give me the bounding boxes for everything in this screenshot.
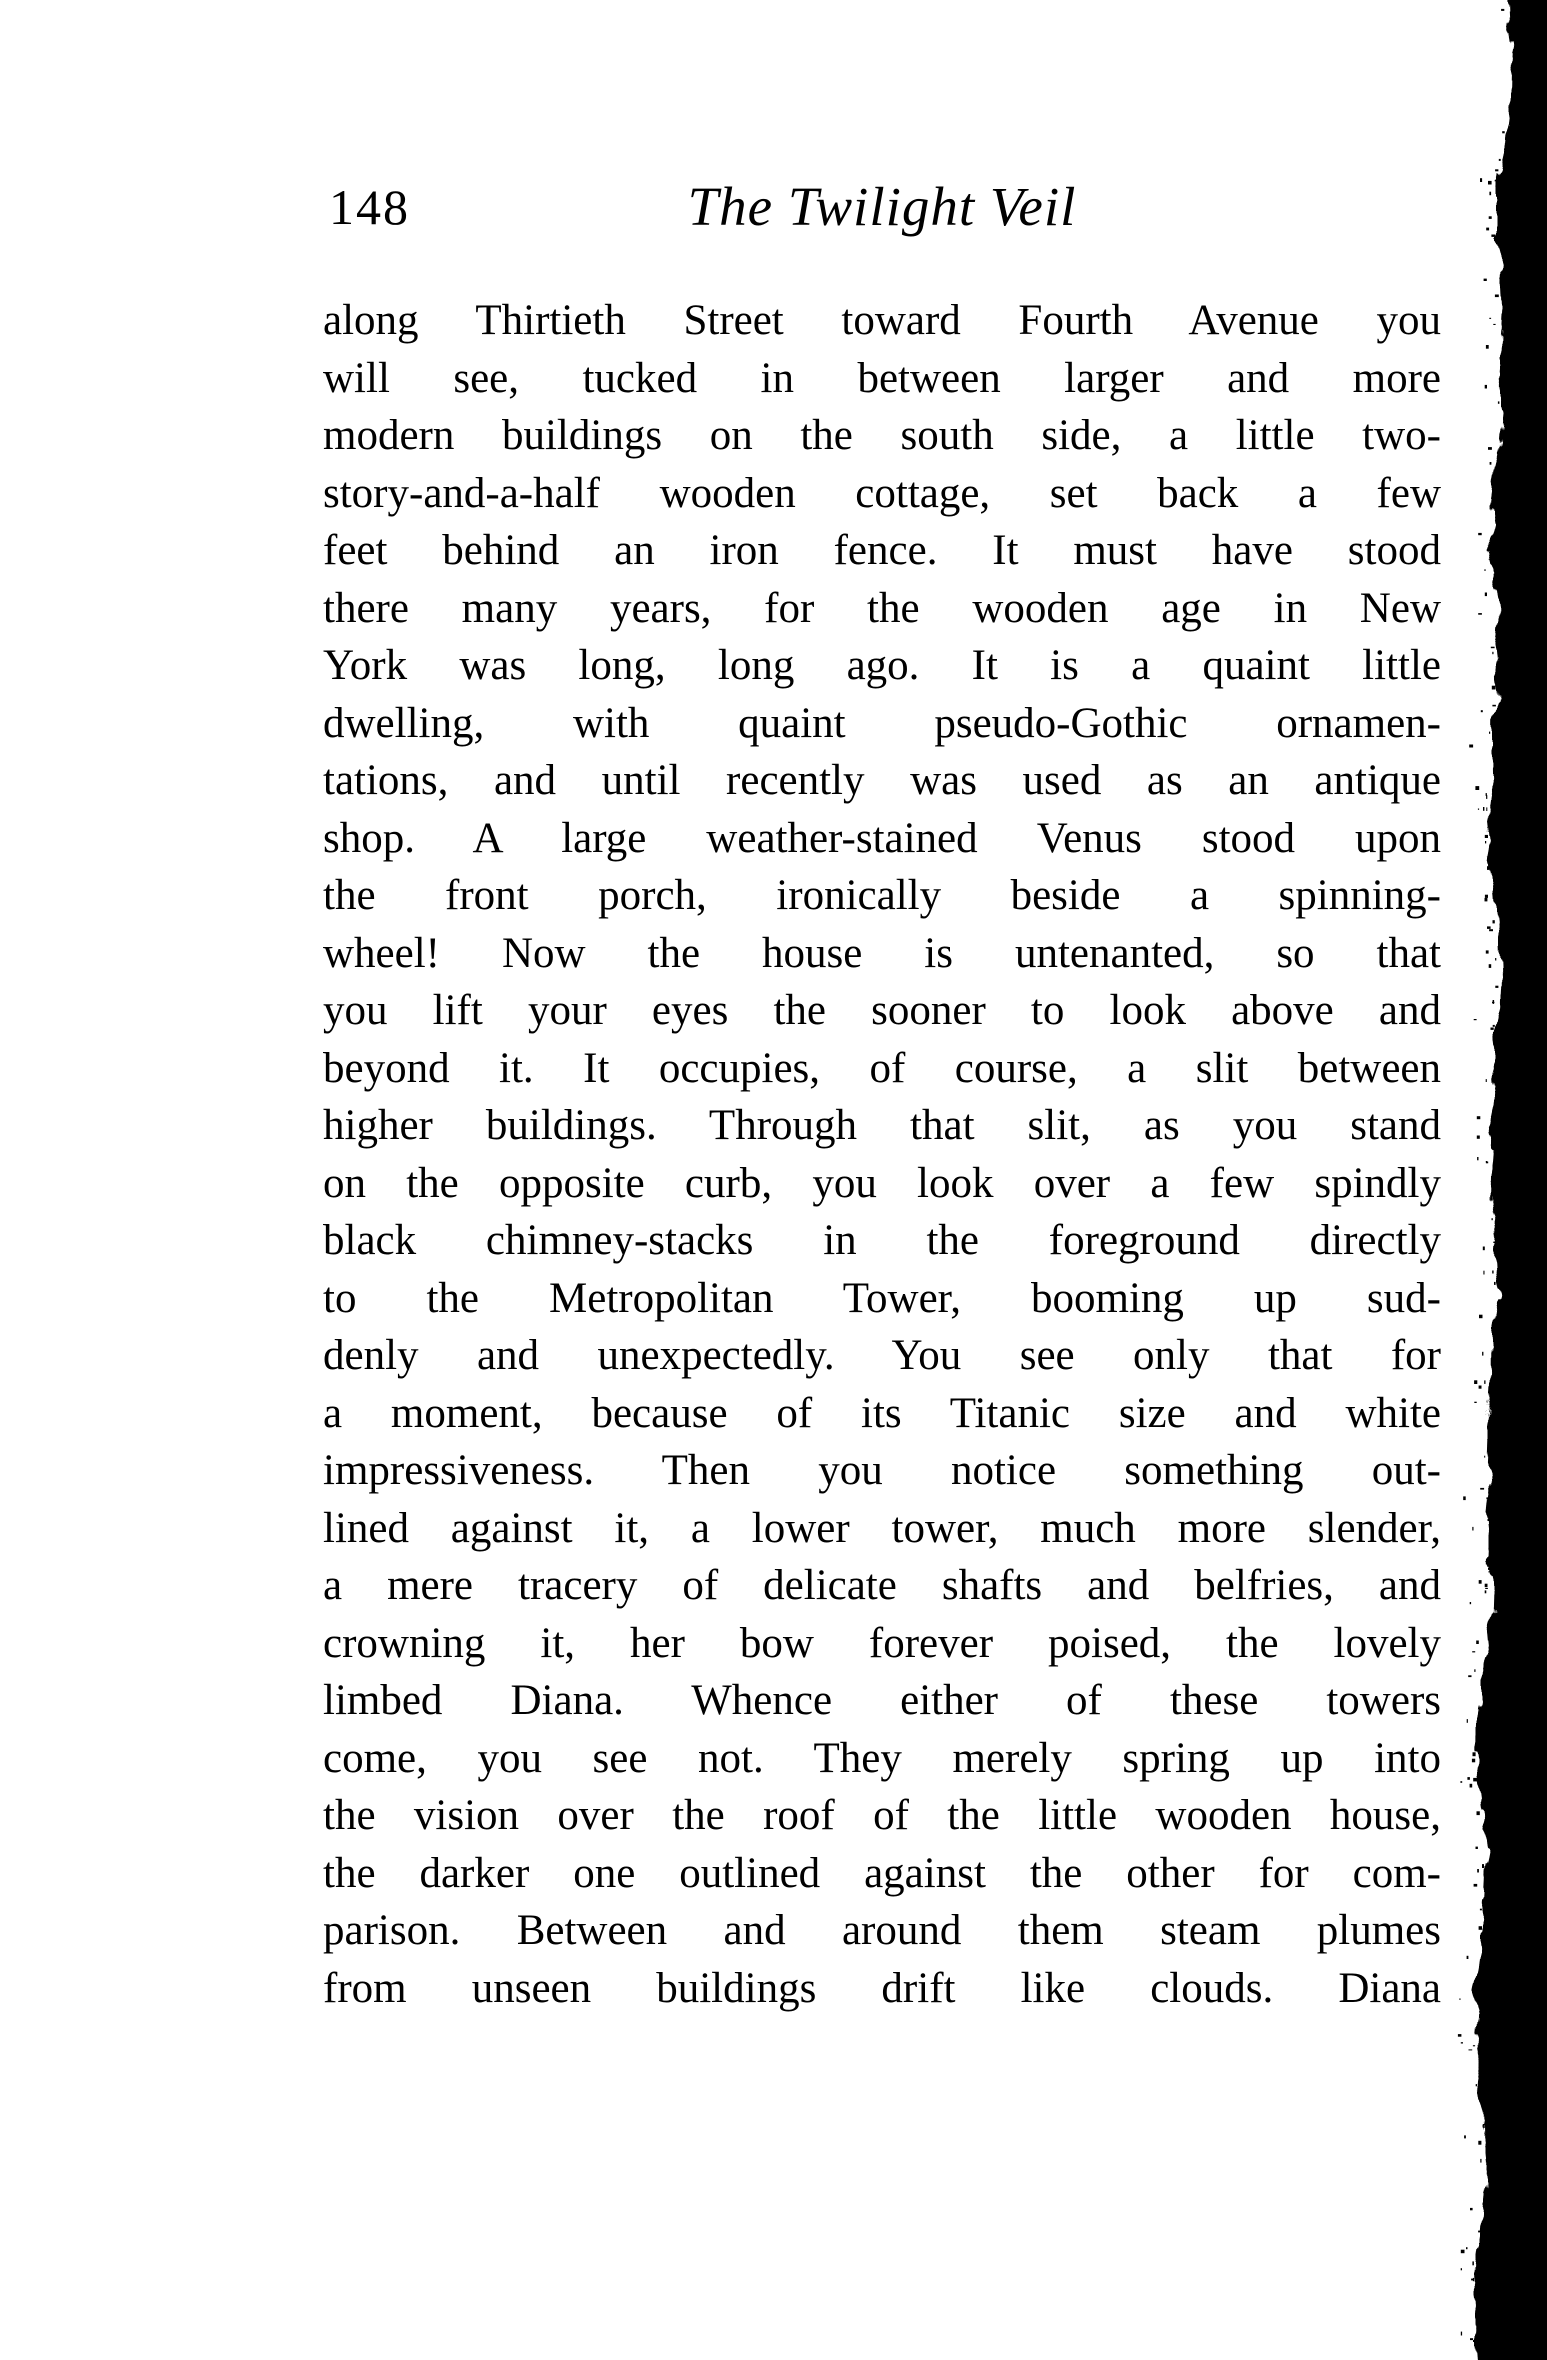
text-line: the vision over the roof of the little wooden house, (323, 1792, 1441, 1839)
text-line: York was long, long ago. It is a quaint little (323, 642, 1441, 689)
text-line: wheel! Now the house is untenanted, so that (323, 929, 1441, 977)
page-header (323, 176, 1441, 238)
text-line: tations, and until recently was used as an antique (323, 757, 1441, 804)
text-line: denly and unexpectedly. You see only that for (323, 1332, 1441, 1379)
running-head-title: The Twilight Veil (687, 176, 1077, 237)
text-line: there many years, for the wooden age in New (323, 584, 1441, 632)
text-line: shop. A large weather-stained Venus stood upon (323, 814, 1441, 862)
text-line: parison. Between and around them steam plumes (323, 1907, 1441, 1954)
text-line: modern buildings on the south side, a little two- (323, 412, 1441, 459)
text-line: dwelling, with quaint pseudo-Gothic ornamen- (323, 699, 1441, 747)
text-line: come, you see not. They merely spring up into (323, 1734, 1441, 1782)
text-line: the front porch, ironically beside a spinning- (323, 872, 1441, 919)
body-text (323, 292, 1441, 2017)
text-line: will see, tucked in between larger and more (323, 354, 1441, 402)
text-line: impressiveness. Then you notice something out- (323, 1447, 1441, 1494)
text-line: along Thirtieth Street toward Fourth Avenue you (323, 297, 1441, 344)
text-line: feet behind an iron fence. It must have stood (323, 527, 1441, 574)
text-line: from unseen buildings drift like clouds. Diana (323, 1964, 1441, 2012)
text-line: crowning it, her bow forever poised, the lovely (323, 1619, 1441, 1667)
text-line: on the opposite curb, you look over a few spindly (323, 1159, 1441, 1207)
text-line: beyond it. It occupies, of course, a slit between (323, 1044, 1441, 1092)
page-number: 148 (329, 179, 410, 235)
text-line: you lift your eyes the sooner to look above and (323, 987, 1441, 1034)
scan-edge-band (1458, 0, 1547, 2360)
text-line: limbed Diana. Whence either of these towers (323, 1677, 1441, 1724)
text-line: higher buildings. Through that slit, as you stand (323, 1102, 1441, 1149)
text-line: to the Metropolitan Tower, booming up sud- (323, 1274, 1441, 1322)
text-line: black chimney-stacks in the foreground directly (323, 1217, 1441, 1264)
text-line: story-and-a-half wooden cottage, set back a few (323, 469, 1441, 517)
text-line: lined against it, a lower tower, much more slender, (323, 1504, 1441, 1552)
text-line: a moment, because of its Titanic size and white (323, 1389, 1441, 1437)
text-line: the darker one outlined against the other for com- (323, 1849, 1441, 1897)
text-line: a mere tracery of delicate shafts and belfries, and (323, 1562, 1441, 1609)
